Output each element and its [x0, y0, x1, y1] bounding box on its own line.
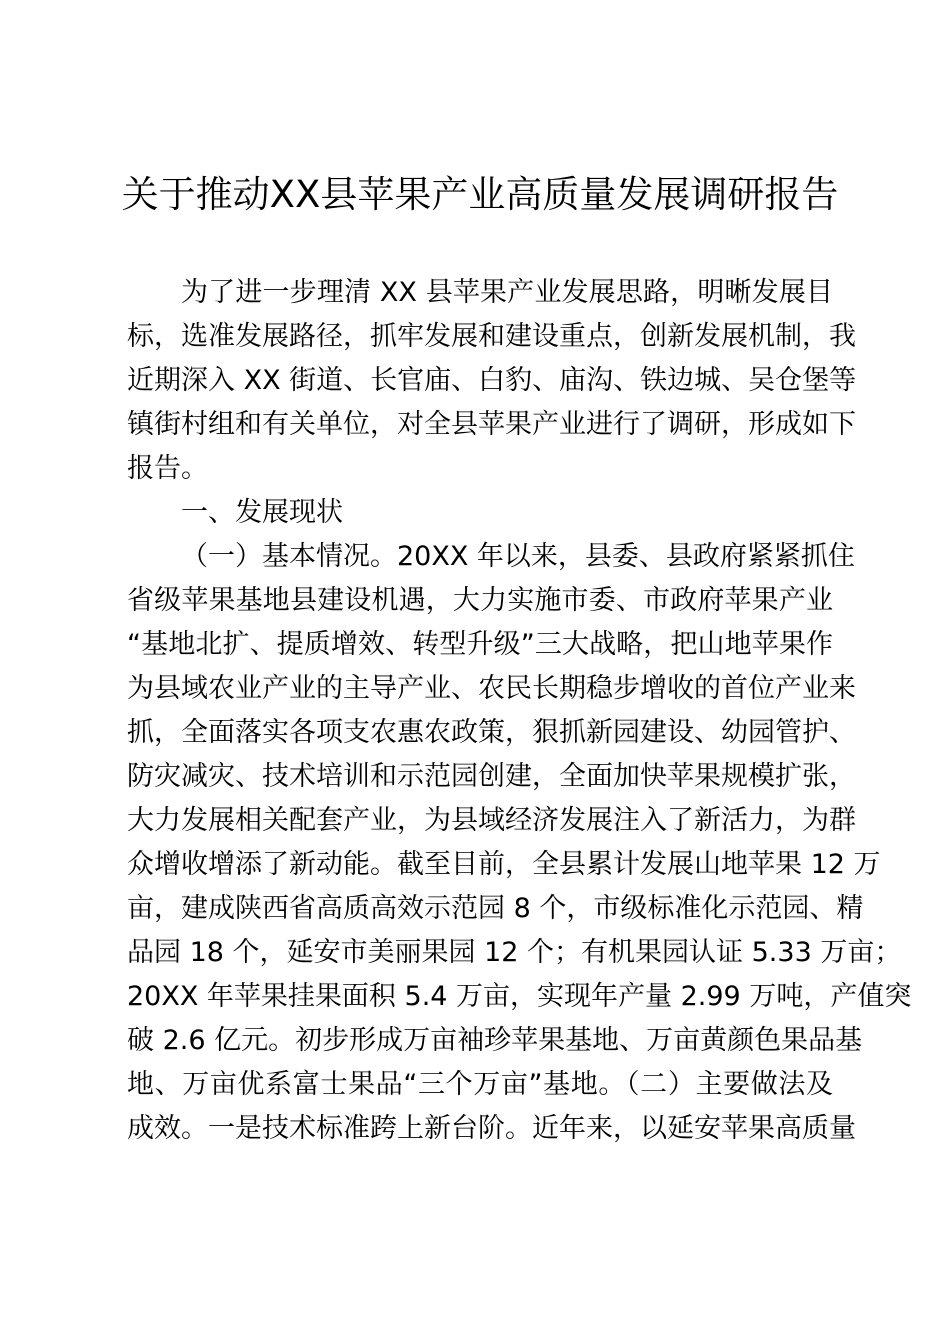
document-title: 关于推动XX县苹果产业高质量发展调研报告 — [121, 173, 839, 216]
paragraph-line: 镇街村组和有关单位，对全县苹果产业进行了调研，形成如下 — [127, 409, 856, 440]
paragraph-line: 众增收增添了新动能。截至目前，全县累计发展山地苹果 12 万 — [127, 849, 881, 880]
paragraph-line: 报告。 — [127, 453, 208, 484]
paragraph-line: 大力发展相关配套产业，为县域经济发展注入了新活力，为群 — [127, 805, 856, 836]
paragraph-line: 标，选准发展路径，抓牢发展和建设重点，创新发展机制，我 — [127, 321, 856, 352]
paragraph-line: 为县域农业产业的主导产业、农民长期稳步增收的首位产业来 — [127, 673, 856, 704]
paragraph-line: 地、万亩优系富士果品“三个万亩”基地。（二）主要做法及 — [127, 1069, 833, 1100]
paragraph-line: “基地北扩、提质增效、转型升级”三大战略，把山地苹果作 — [127, 629, 833, 660]
paragraph-line: 20XX 年苹果挂果面积 5.4 万亩，实现年产量 2.99 万吨，产值突 — [127, 981, 912, 1012]
paragraph-line: 品园 18 个，延安市美丽果园 12 个；有机果园认证 5.33 万亩； — [127, 937, 902, 968]
paragraph-line: 近期深入 XX 街道、长官庙、白豹、庙沟、铁边城、吴仓堡等 — [127, 365, 857, 396]
paragraph-line: 破 2.6 亿元。初步形成万亩袖珍苹果基地、万亩黄颜色果品基 — [127, 1025, 863, 1056]
paragraph-line: 抓，全面落实各项支农惠农政策，狠抓新园建设、幼园管护、 — [127, 717, 856, 748]
paragraph-line: （一）基本情况。20XX 年以来，县委、县政府紧紧抓住 — [181, 541, 855, 572]
section-heading: 一、发展现状 — [181, 497, 343, 528]
paragraph-line: 省级苹果基地县建设机遇，大力实施市委、市政府苹果产业 — [127, 585, 833, 616]
document-body — [127, 271, 912, 1151]
paragraph-line: 防灾减灾、技术培训和示范园创建，全面加快苹果规模扩张， — [127, 761, 856, 792]
paragraph-line: 为了进一步理清 XX 县苹果产业发展思路，明晰发展目 — [181, 277, 833, 308]
paragraph-line: 亩，建成陕西省高质高效示范园 8 个，市级标准化示范园、精 — [127, 893, 864, 924]
paragraph-line: 成效。一是技术标准跨上新台阶。近年来，以延安苹果高质量 — [127, 1113, 856, 1144]
